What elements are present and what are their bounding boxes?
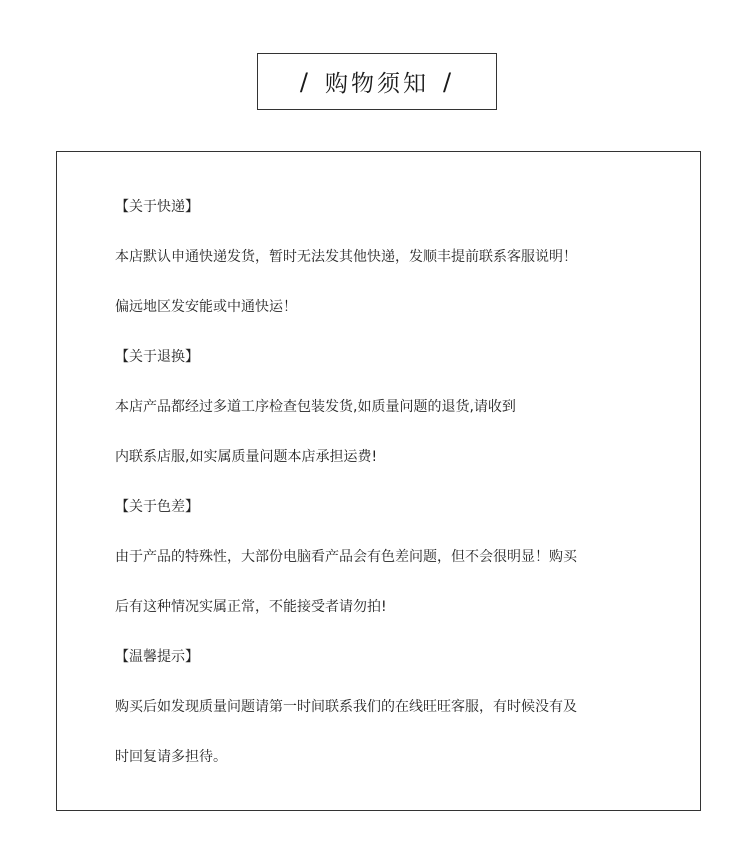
notice-content-box [56, 151, 701, 811]
color-text-line-2: 后有这种情况实属正常，不能接受者请勿拍! [115, 599, 387, 615]
delivery-text-line-2: 偏远地区发安能或中通快运！ [115, 299, 297, 315]
returns-text-line-1: 本店产品都经过多道工序检查包装发货,如质量问题的退货,请收到 [115, 399, 516, 415]
section-heading-color: 【关于色差】 [115, 499, 199, 515]
tips-text-line-2: 时回复请多担待。 [115, 749, 227, 765]
section-heading-delivery: 【关于快递】 [115, 199, 199, 215]
delivery-text-line-1: 本店默认申通快递发货，暂时无法发其他快递，发顺丰提前联系客服说明！ [115, 249, 577, 265]
title-slash-right: / [443, 67, 455, 96]
tips-text-line-1: 购买后如发现质量问题请第一时间联系我们的在线旺旺客服，有时候没有及 [115, 699, 577, 715]
section-heading-tips: 【温馨提示】 [115, 649, 199, 665]
returns-text-line-2: 内联系店服,如实属质量问题本店承担运费! [115, 449, 378, 465]
page-title-box [257, 53, 497, 110]
title-slash-left: / [299, 67, 311, 96]
page-title: 购物须知 [325, 71, 429, 97]
section-heading-returns: 【关于退换】 [115, 349, 199, 365]
color-text-line-1: 由于产品的特殊性，大部份电脑看产品会有色差问题，但不会很明显！购买 [115, 549, 577, 565]
